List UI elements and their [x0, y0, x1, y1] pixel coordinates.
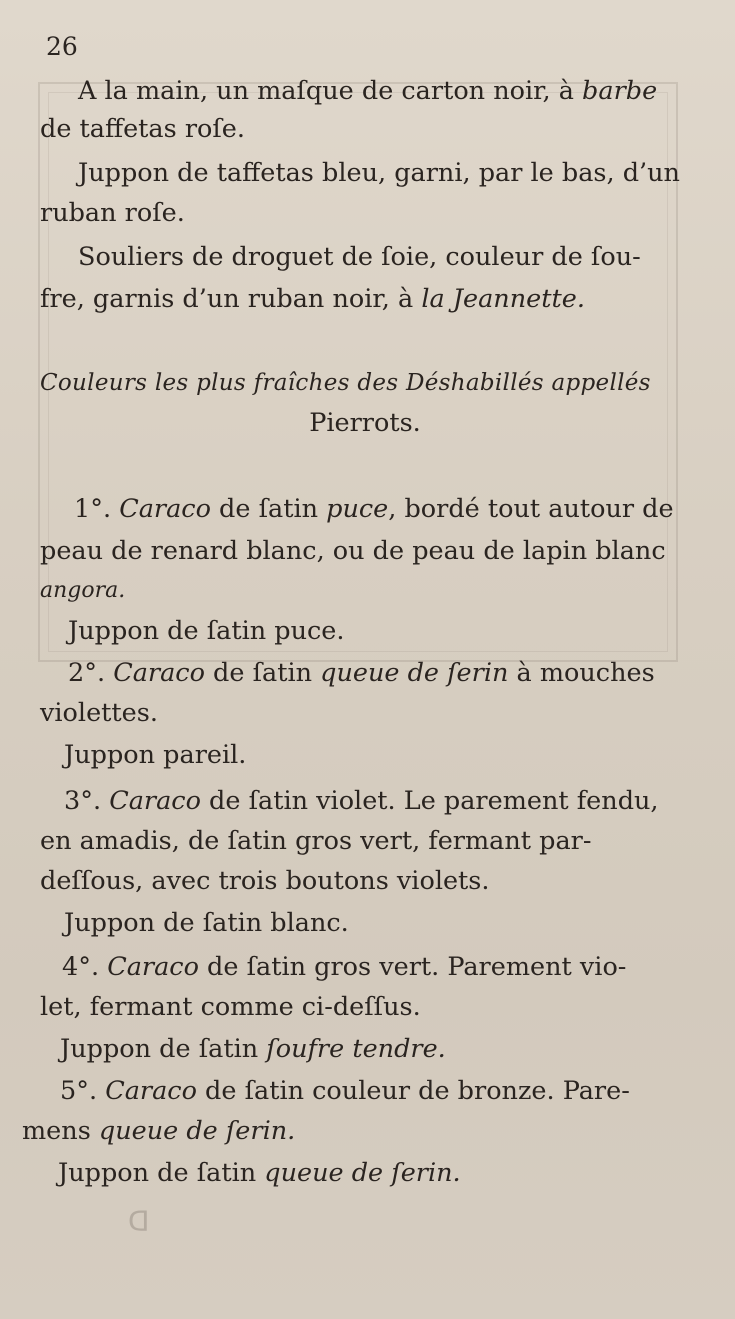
item1-text-b: de ſatin [210, 494, 327, 524]
p3-line2-italic: la Jeannette. [421, 284, 585, 314]
item3-line1 [64, 786, 659, 816]
p2-line2: ruban roſe. [40, 198, 185, 228]
item2-number: 2°. [68, 658, 114, 688]
item4-caraco: Caraco [107, 952, 199, 982]
item2-color: queue de ſerin [320, 658, 509, 688]
item5-line2 [22, 1116, 295, 1146]
item3-juppon: Juppon de ſatin blanc. [64, 908, 349, 938]
item3-line2: en amadis, de ſatin gros vert, fermant par- [40, 826, 592, 856]
p3-line2 [40, 284, 585, 314]
item1-caraco: Caraco [119, 494, 211, 524]
item4-line2: let, fermant comme ci-deſſus. [40, 992, 421, 1022]
item5-line2-text: mens [22, 1116, 99, 1146]
item5-number: 5°. [60, 1076, 106, 1106]
item2-line2: violettes. [40, 698, 158, 728]
item5-caraco: Caraco [105, 1076, 197, 1106]
item1-color: puce [326, 494, 389, 524]
item2-caraco: Caraco [113, 658, 205, 688]
item3-caraco: Caraco [109, 786, 201, 816]
p3-line1: Souliers de droguet de ſoie, couleur de ſou- [78, 242, 641, 272]
item5-juppon [58, 1158, 461, 1188]
item3-number: 3°. [64, 786, 110, 816]
item4-number: 4°. [62, 952, 108, 982]
item4-juppon [60, 1034, 446, 1064]
item5-juppon-italic: queue de ſerin. [264, 1158, 461, 1188]
item5-line2-italic: queue de ſerin. [98, 1116, 296, 1146]
item2-juppon: Juppon pareil. [64, 740, 247, 770]
item4-line1 [62, 952, 626, 982]
item5-line1 [60, 1076, 630, 1106]
section-heading-line2: Pierrots. [309, 408, 421, 438]
item4-text-b: de ſatin gros vert. Parement vio- [198, 952, 627, 982]
item1-juppon: Juppon de ſatin puce. [68, 616, 345, 646]
item1-line3: angora. [40, 578, 126, 603]
page-number: 26 [46, 32, 78, 61]
show-through-mark: ᗡ [128, 1205, 150, 1238]
item3-text-b: de ſatin violet. Le parement fendu, [200, 786, 659, 816]
item4-juppon-italic: ſoufre tendre. [266, 1034, 446, 1064]
item4-juppon-text: Juppon de ſatin [60, 1034, 267, 1064]
item5-text-b: de ſatin couleur de bronze. Pare- [196, 1076, 630, 1106]
p1-line2: de taffetas roſe. [40, 114, 245, 144]
section-heading-line1: Couleurs les plus fraîches des Déshabillés appellés [40, 370, 651, 396]
item1-line2: peau de renard blanc, ou de peau de lapin blanc [40, 536, 666, 566]
item1-number: 1°. [74, 494, 120, 524]
item2-line1 [68, 658, 655, 688]
p1-line1-italic: barbe [582, 76, 658, 106]
item3-line3: deſſous, avec trois boutons violets. [40, 866, 490, 896]
item2-text-b: de ſatin [204, 658, 321, 688]
item1-line1 [74, 494, 674, 524]
p1-line1-text: A la main, un maſque de carton noir, à [78, 76, 583, 106]
item5-juppon-text: Juppon de ſatin [58, 1158, 265, 1188]
item2-text-d: à mouches [508, 658, 655, 688]
item1-text-d: , bordé tout autour de [388, 494, 674, 524]
p1-line1 [78, 76, 657, 106]
p2-line1: Juppon de taffetas bleu, garni, par le bas, d’un [78, 158, 680, 188]
p3-line2-text: fre, garnis d’un ruban noir, à [40, 284, 422, 314]
